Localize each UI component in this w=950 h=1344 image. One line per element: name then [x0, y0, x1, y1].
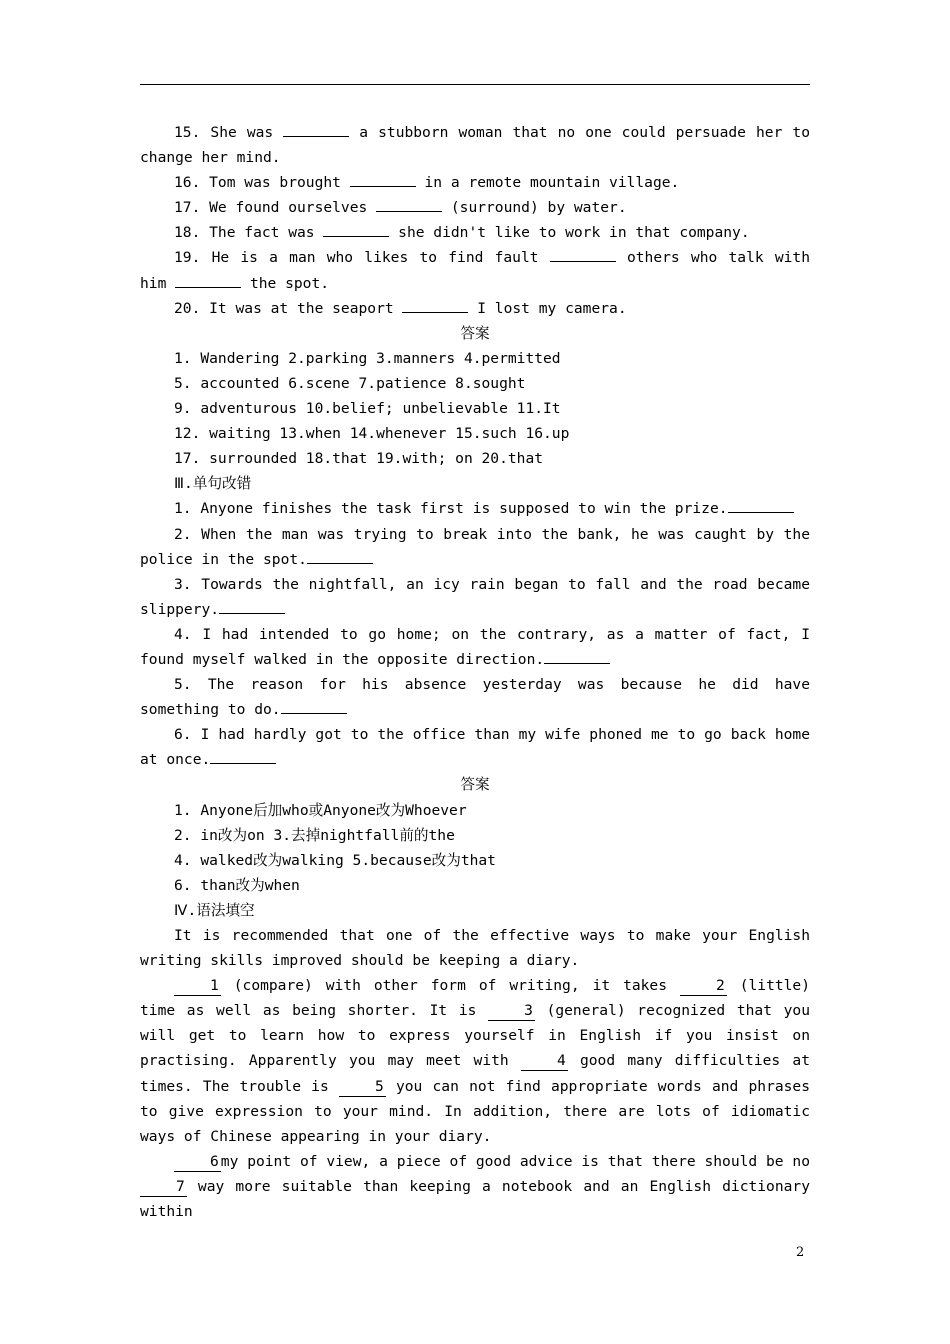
- section-heading: Ⅳ.语法填空: [174, 901, 255, 919]
- question-16: 16. Tom was brought in a remote mountain village.: [140, 170, 810, 195]
- answer-line: 1. Wandering 2.parking 3.manners 4.permitted: [174, 349, 561, 367]
- answer-blank[interactable]: [281, 697, 347, 714]
- blank-number[interactable]: 6: [174, 1153, 221, 1172]
- question-17: 17. We found ourselves (surround) by water.: [140, 195, 810, 220]
- passage-paragraph-1: It is recommended that one of the effective ways to make your English writing skills improved should be keeping a diary.: [140, 927, 810, 970]
- correction-question-1: 1. Anyone finishes the task first is supposed to win the prize.: [140, 496, 810, 521]
- answer-blank[interactable]: [210, 747, 276, 764]
- page-content: [140, 120, 810, 1224]
- question-19: 19. He is a man who likes to find fault others who talk with him the spot.: [140, 245, 810, 295]
- answer-line: 6. than改为when: [174, 876, 300, 894]
- answer-blank[interactable]: [283, 120, 349, 137]
- answer-heading: 答案: [460, 776, 490, 794]
- correction-question-3: 3. Towards the nightfall, an icy rain began to fall and the road became slippery.: [140, 575, 810, 618]
- question-18: 18. The fact was she didn't like to work in that company.: [140, 220, 810, 245]
- answer-line: 9. adventurous 10.belief; unbelievable 11.It: [174, 400, 561, 418]
- answer-blank[interactable]: [323, 220, 389, 237]
- answer-blank[interactable]: [307, 547, 373, 564]
- answer-line: 2. in改为on 3.去掉nightfall前的the: [174, 826, 455, 844]
- answer-blank[interactable]: [402, 296, 468, 313]
- correction-question-4: 4. I had intended to go home; on the contrary, as a matter of fact, I found myself walked in the opposite direction.: [140, 625, 810, 668]
- blank-number[interactable]: 4: [521, 1052, 568, 1071]
- correction-question-5: 5. The reason for his absence yesterday was because he did have something to do.: [140, 676, 810, 719]
- question-20: 20. It was at the seaport I lost my camera.: [140, 296, 810, 321]
- answer-blank[interactable]: [544, 647, 610, 664]
- answer-line: 5. accounted 6.scene 7.patience 8.sought: [174, 374, 526, 392]
- answer-blank[interactable]: [175, 271, 241, 288]
- answer-line: 17. surrounded 18.that 19.with; on 20.that: [174, 450, 544, 468]
- passage-paragraph-2: 1 (compare) with other form of writing, it takes 2 (little) time as well as being shorter. It is 3 (general) recognized that you will get to learn how to express yourself in English if you insist on practising. Apparently you may meet with 4 good many difficulties at times. The trouble is 5 you can not find appropriate words and phrases to give expression to your mind. In addition, there are lots of idiomatic ways of Chinese appearing in your diary.: [140, 977, 811, 1145]
- answer-blank[interactable]: [728, 496, 794, 513]
- blank-number[interactable]: 5: [339, 1078, 386, 1097]
- question-15: 15. She was a stubborn woman that no one could persuade her to change her mind.: [140, 120, 810, 170]
- answer-heading: 答案: [460, 324, 490, 342]
- passage-paragraph-3: 6 my point of view, a piece of good advice is that there should be no 7 way more suitable than keeping a notebook and an English dictionary within: [140, 1152, 810, 1221]
- header-rule: [140, 84, 810, 85]
- answer-line: 4. walked改为walking 5.because改为that: [174, 851, 496, 869]
- answer-line: 1. Anyone后加who或Anyone改为Whoever: [174, 801, 467, 819]
- blank-number[interactable]: 7: [140, 1178, 187, 1197]
- answer-blank[interactable]: [376, 195, 442, 212]
- blank-number[interactable]: 2: [680, 977, 727, 996]
- blank-number[interactable]: 3: [488, 1002, 535, 1021]
- blank-number[interactable]: 1: [174, 977, 221, 996]
- page-number: 2: [796, 1245, 805, 1260]
- section-heading: Ⅲ.单句改错: [174, 475, 252, 493]
- correction-question-2: 2. When the man was trying to break into the bank, he was caught by the police in the spot.: [140, 525, 810, 568]
- answer-blank[interactable]: [550, 245, 616, 262]
- correction-question-6: 6. I had hardly got to the office than my wife phoned me to go back home at once.: [140, 726, 810, 769]
- answer-blank[interactable]: [219, 597, 285, 614]
- answer-blank[interactable]: [350, 170, 416, 187]
- answer-line: 12. waiting 13.when 14.whenever 15.such 16.up: [174, 425, 570, 443]
